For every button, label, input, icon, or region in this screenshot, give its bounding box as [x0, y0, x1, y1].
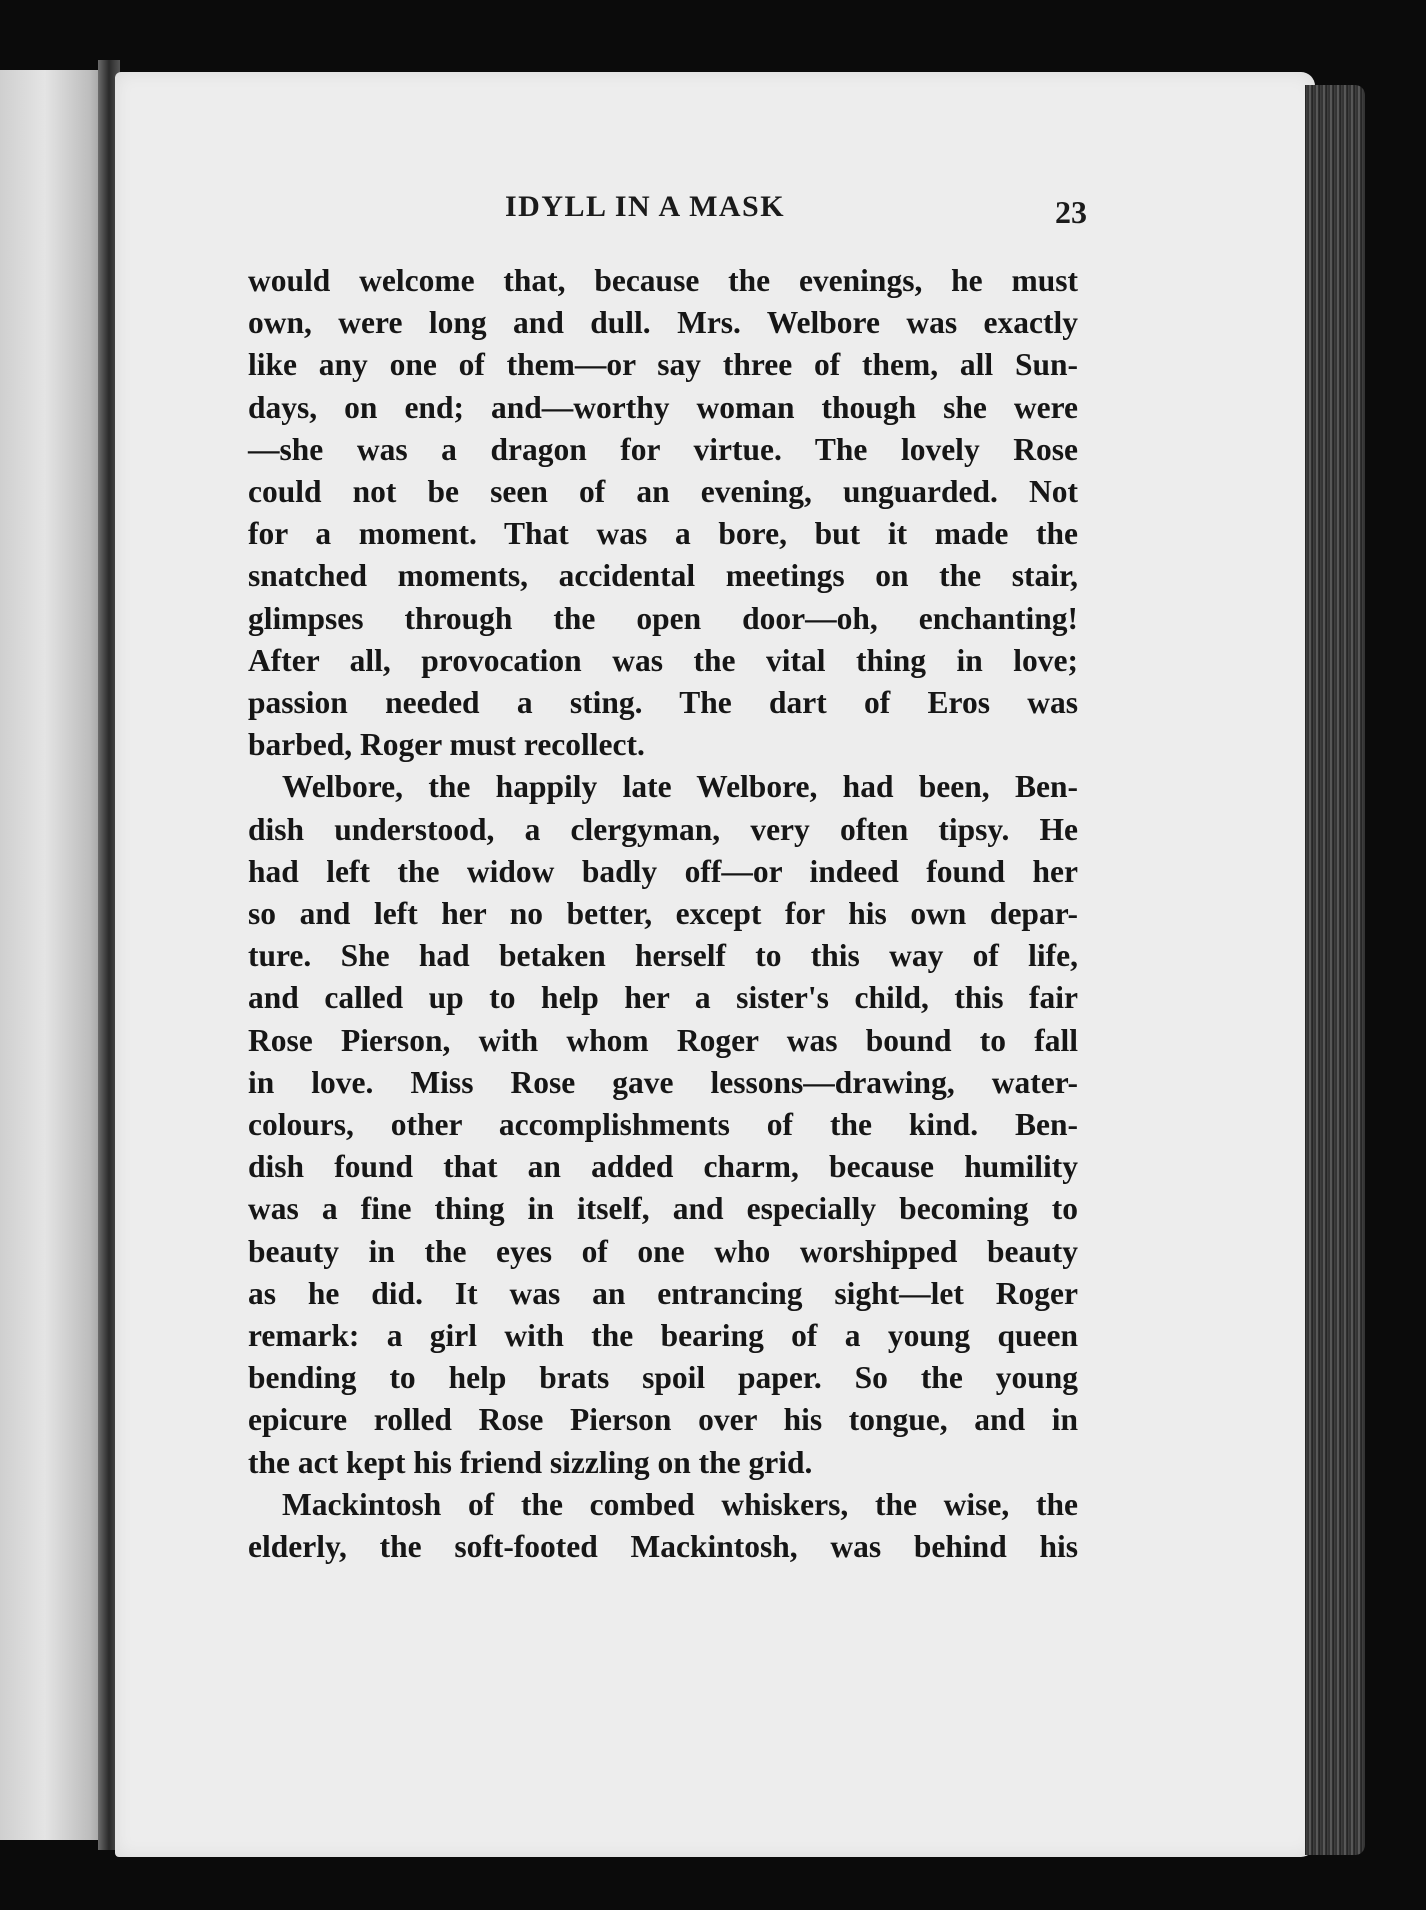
text-line: days, on end; and—worthy woman though she were: [248, 389, 1078, 425]
text-line: After all, provocation was the vital thing in love;: [248, 642, 1078, 678]
running-head-title: IDYLL IN A MASK: [505, 190, 786, 223]
text-line: the act kept his friend sizzling on the grid.: [248, 1444, 813, 1480]
text-line: and called up to help her a sister's child, this fair: [248, 980, 1078, 1016]
text-line: remark: a girl with the bearing of a young queen: [248, 1318, 1078, 1354]
text-line: own, were long and dull. Mrs. Welbore was exactly: [248, 305, 1078, 341]
text-line: was a fine thing in itself, and especially becoming to: [248, 1191, 1078, 1227]
text-line: glimpses through the open door—oh, enchanting!: [248, 600, 1078, 636]
text-line: as he did. It was an entrancing sight—let Roger: [248, 1275, 1078, 1311]
text-line: like any one of them—or say three of them, all Sun-: [248, 347, 1078, 383]
text-line: Rose Pierson, with whom Roger was bound to fall: [248, 1022, 1078, 1058]
text-line: Welbore, the happily late Welbore, had been, Ben-: [282, 769, 1078, 805]
text-line: bending to help brats spoil paper. So the young: [248, 1360, 1078, 1396]
text-line: epicure rolled Rose Pierson over his tongue, and in: [248, 1402, 1078, 1438]
text-line: beauty in the eyes of one who worshipped beauty: [248, 1233, 1078, 1269]
text-line: ture. She had betaken herself to this way of life,: [248, 938, 1078, 974]
text-line: Mackintosh of the combed whiskers, the wise, the: [282, 1486, 1078, 1522]
text-line: so and left her no better, except for his own depar-: [248, 896, 1078, 932]
running-head: [115, 190, 1315, 230]
text-line: elderly, the soft-footed Mackintosh, was behind his: [248, 1529, 1078, 1565]
text-line: barbed, Roger must recollect.: [248, 727, 645, 763]
text-line: —she was a dragon for virtue. The lovely Rose: [248, 431, 1078, 467]
paragraph: [248, 766, 1078, 1483]
text-line: could not be seen of an evening, unguarded. Not: [248, 474, 1078, 510]
page-number: 23: [1055, 194, 1087, 230]
paragraph: [248, 1484, 1078, 1568]
text-line: in love. Miss Rose gave lessons—drawing, water-: [248, 1064, 1078, 1100]
facing-page-edge: [0, 70, 112, 1840]
text-line: had left the widow badly off—or indeed found her: [248, 853, 1078, 889]
text-line: colours, other accomplishments of the kind. Ben-: [248, 1107, 1078, 1143]
text-line: dish understood, a clergyman, very often tipsy. He: [248, 811, 1078, 847]
text-line: would welcome that, because the evenings, he must: [248, 263, 1078, 298]
text-line: snatched moments, accidental meetings on the stair,: [248, 558, 1078, 594]
body-text: [248, 260, 1078, 1568]
page-fore-edge: [1305, 85, 1365, 1855]
text-line: passion needed a sting. The dart of Eros was: [248, 685, 1078, 721]
paragraph: [248, 260, 1078, 766]
text-line: for a moment. That was a bore, but it made the: [248, 516, 1078, 552]
text-line: dish found that an added charm, because humility: [248, 1149, 1078, 1185]
